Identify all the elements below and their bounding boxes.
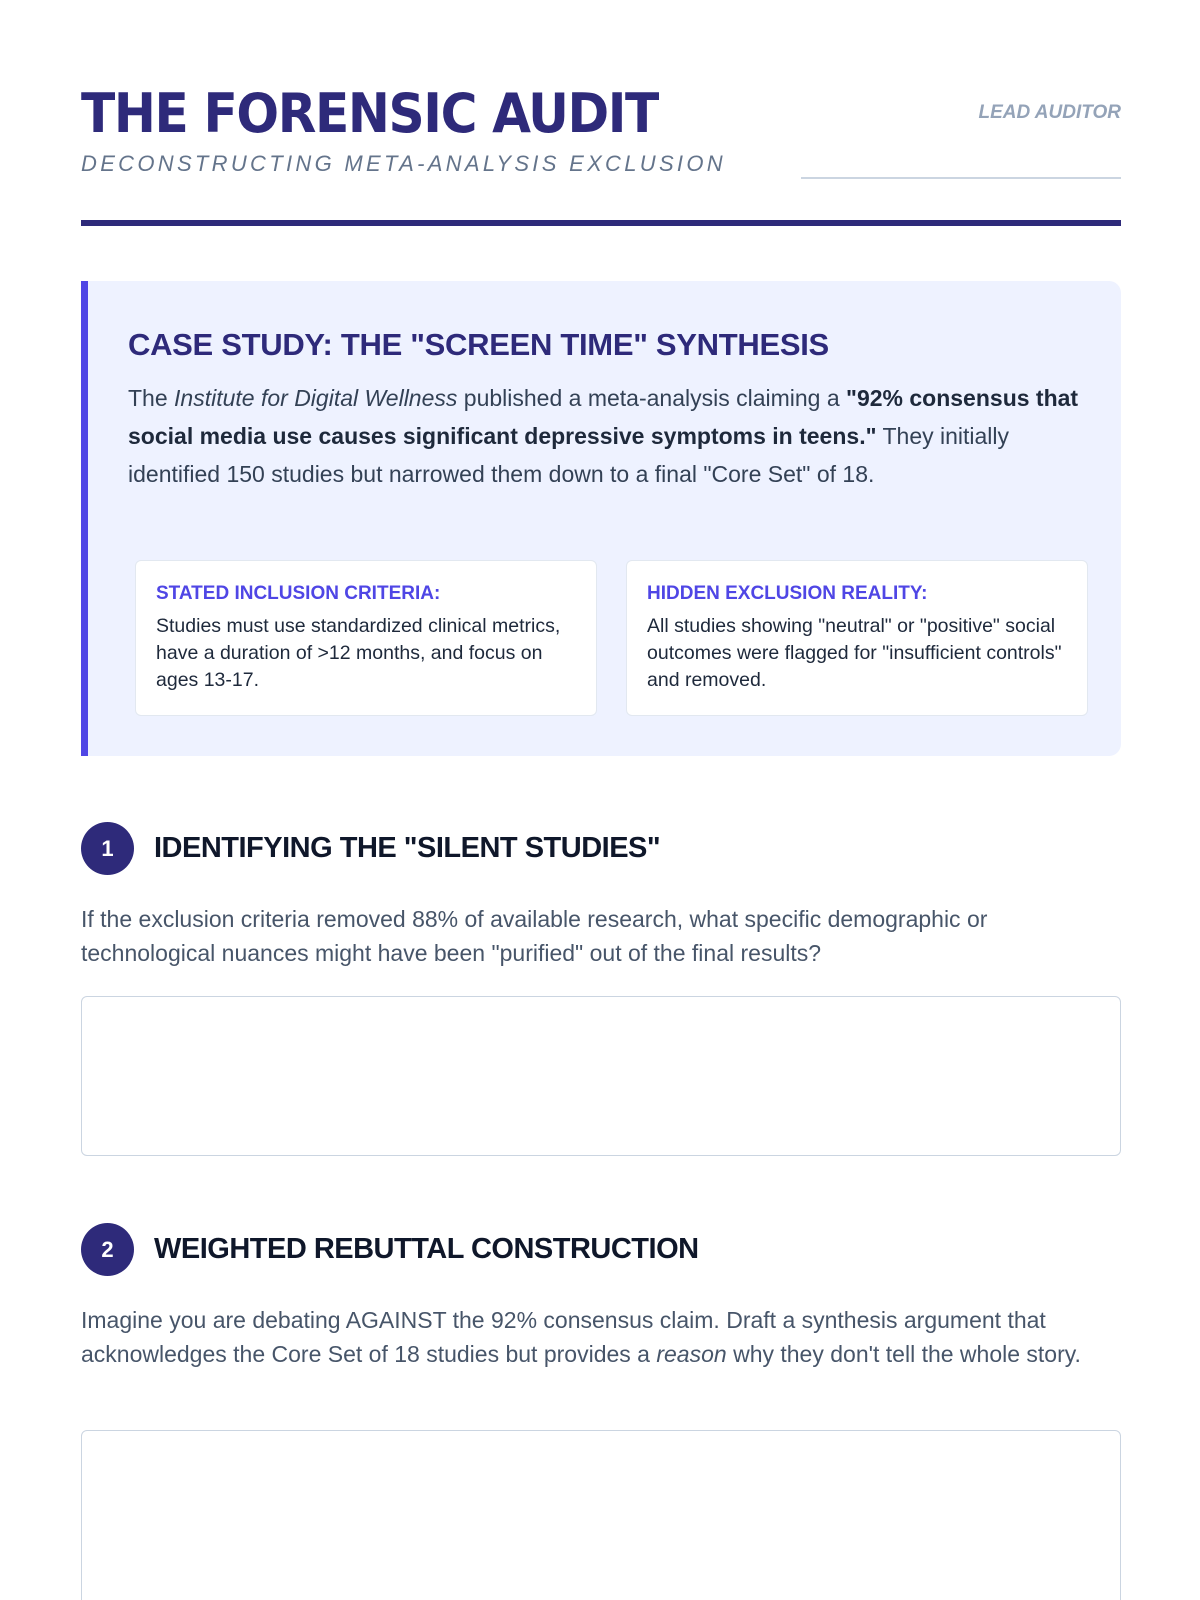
question-2-prompt-after: why they don't tell the whole story. — [726, 1341, 1081, 1367]
page-subtitle: DECONSTRUCTING META-ANALYSIS EXCLUSION — [81, 151, 726, 176]
question-1-header — [81, 822, 1121, 876]
question-2-header — [81, 1223, 1121, 1277]
criteria-comparison — [135, 560, 1088, 716]
case-intro-middle: published a meta-analysis claiming a — [457, 385, 847, 411]
hidden-reality-box — [626, 560, 1088, 716]
case-study-title: CASE STUDY: THE "SCREEN TIME" SYNTHESIS — [128, 327, 829, 362]
answer-input-1[interactable] — [81, 996, 1121, 1156]
page-title: THE FORENSIC AUDIT — [81, 82, 658, 145]
worksheet-header — [81, 0, 1121, 228]
stated-criteria-box — [135, 560, 597, 716]
step-number-badge: 1 — [81, 822, 134, 875]
case-study-description — [128, 379, 1081, 493]
question-section-1 — [81, 822, 1121, 966]
lead-auditor-field[interactable] — [801, 98, 1121, 128]
question-2-prompt — [81, 1303, 1121, 1371]
worksheet-page — [81, 0, 1121, 1367]
step-number-badge: 2 — [81, 1223, 134, 1276]
case-intro-before: The — [128, 385, 175, 411]
answer-input-2[interactable] — [81, 1430, 1121, 1600]
consensus-claim: "92% consensus that social media use causes significant depressive symptoms in teens." — [128, 385, 1079, 449]
case-study-card — [81, 281, 1121, 756]
hidden-reality-label: HIDDEN EXCLUSION REALITY: — [647, 583, 928, 604]
question-section-2 — [81, 1223, 1121, 1367]
lead-auditor-label: LEAD AUDITOR — [978, 102, 1121, 123]
stated-criteria-text: Studies must use standardized clinical metrics, have a duration of >12 months, and focus on ages 13-17. — [156, 615, 561, 691]
question-1-title: IDENTIFYING THE "SILENT STUDIES" — [154, 832, 661, 864]
question-1-prompt: If the exclusion criteria removed 88% of available research, what specific demographic or technological nuances might have been "purified" out of the final results? — [81, 906, 988, 966]
question-2-title: WEIGHTED REBUTTAL CONSTRUCTION — [154, 1233, 699, 1265]
institute-name: Institute for Digital Wellness — [174, 385, 458, 411]
question-2-prompt-emphasis: reason — [656, 1341, 727, 1367]
lead-auditor-signature-line[interactable] — [801, 177, 1121, 179]
question-2-prompt-before: Imagine you are debating AGAINST the 92% consensus claim. Draft a synthesis argument that acknowledges the Core Set of 18 studies but provides a — [81, 1307, 1046, 1367]
stated-criteria-label: STATED INCLUSION CRITERIA: — [156, 583, 441, 604]
case-intro-after: They initially identified 150 studies but narrowed them down to a final "Core Set" of 18. — [128, 423, 1010, 487]
hidden-reality-text: All studies showing "neutral" or "positive" social outcomes were flagged for "insufficient controls" and removed. — [647, 615, 1062, 691]
header-divider — [81, 220, 1121, 226]
